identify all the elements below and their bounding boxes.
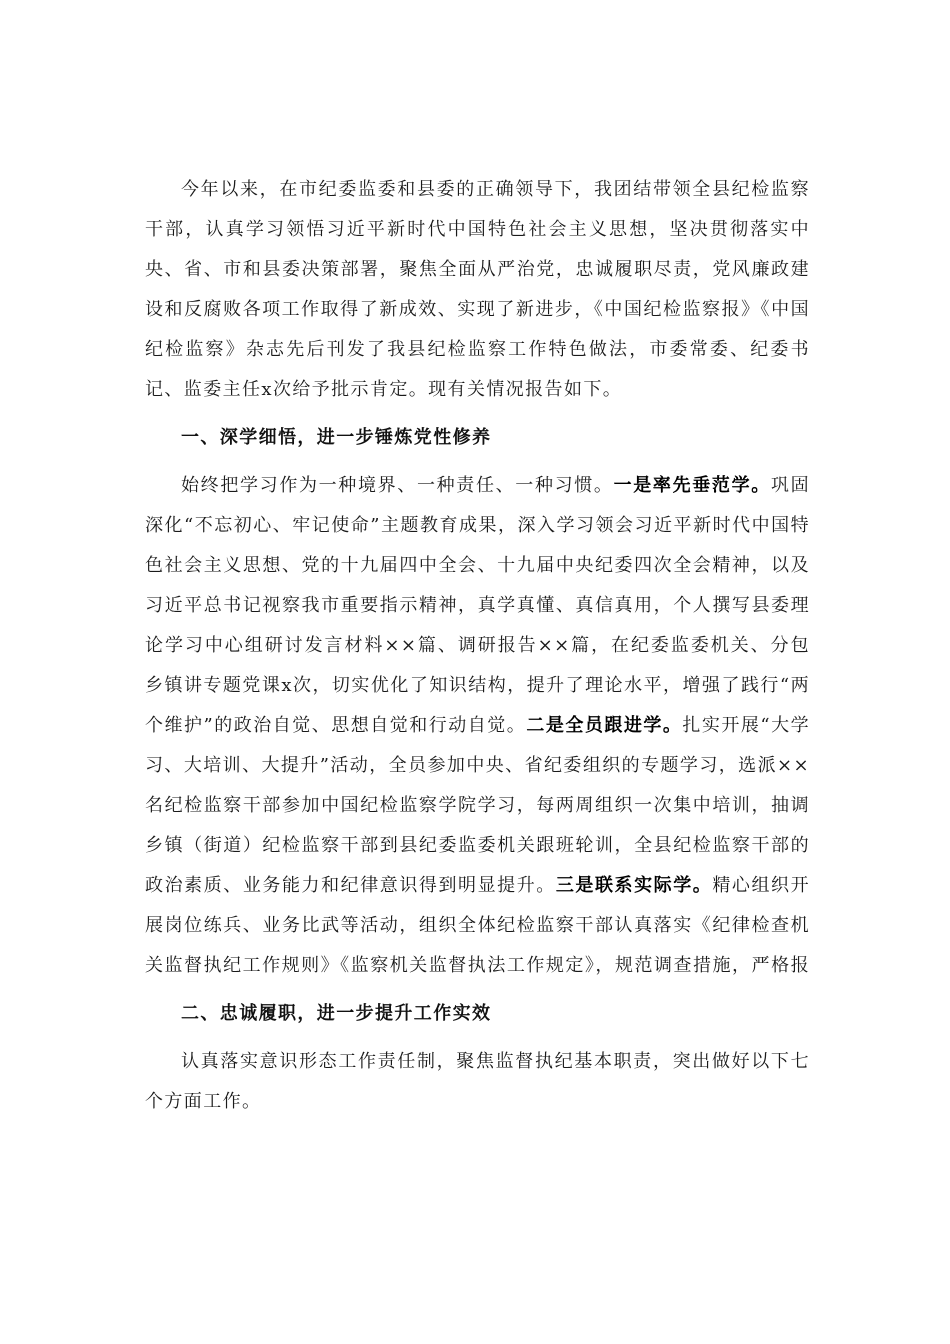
point-2-text: 扎实开展“大学习、大培训、大提升”活动，全员参加中央、省纪委组织的专题学习，选派××名纪检监察干部参加中国纪检监察学院学习，每两周组织一次集中培训，抽调乡镇（街道）纪检监察干部到县纪委监委机关跟班轮训，全县纪检监察干部的政治素质、业务能力和纪律意识得到明显提升。 xyxy=(145,715,810,896)
point-3-title: 三是联系实际学。 xyxy=(555,875,713,896)
section-1-paragraph xyxy=(145,466,810,986)
section-2-paragraph: 认真落实意识形态工作责任制，聚焦监督执纪基本职责，突出做好以下七个方面工作。 xyxy=(145,1051,810,1112)
point-2-title: 二是全员跟进学。 xyxy=(526,715,683,736)
document-body xyxy=(145,170,810,1122)
section-2-heading: 二、忠诚履职，进一步提升工作实效 xyxy=(181,1003,492,1024)
section-1-lead: 始终把学习作为一种境界、一种责任、一种习惯。 xyxy=(181,475,614,496)
point-3-text: 精心组织开展岗位练兵、业务比武等活动，组织全体纪检监察干部认真落实《纪律检查机关监督执纪工作规则》《监察机关监督执法工作规定》，规范调查措施，严格报 xyxy=(145,875,810,976)
point-1-title: 一是率先垂范学。 xyxy=(613,475,771,496)
intro-paragraph: 今年以来，在市纪委监委和县委的正确领导下，我团结带领全县纪检监察干部，认真学习领悟习近平新时代中国特色社会主义思想，坚决贯彻落实中央、省、市和县委决策部署，聚焦全面从严治党，忠诚履职尽责，党风廉政建设和反腐败各项工作取得了新成效、实现了新进步，《中国纪检监察报》《中国纪检监察》杂志先后刊发了我县纪检监察工作特色做法，市委常委、纪委书记、监委主任x次给予批示肯定。现有关情况报告如下。 xyxy=(145,179,810,400)
point-1-text: 巩固深化“不忘初心、牢记使命”主题教育成果，深入学习领会习近平新时代中国特色社会主义思想、党的十九届四中全会、十九届中央纪委四次全会精神，以及习近平总书记视察我市重要指示精神，真学真懂、真信真用，个人撰写县委理论学习中心组研讨发言材料××篇、调研报告××篇，在纪委监委机关、分包乡镇讲专题党课x次，切实优化了知识结构，提升了理论水平，增强了践行“两个维护”的政治自觉、思想自觉和行动自觉。 xyxy=(145,475,810,736)
section-1-heading: 一、深学细悟，进一步锤炼党性修养 xyxy=(181,427,492,448)
